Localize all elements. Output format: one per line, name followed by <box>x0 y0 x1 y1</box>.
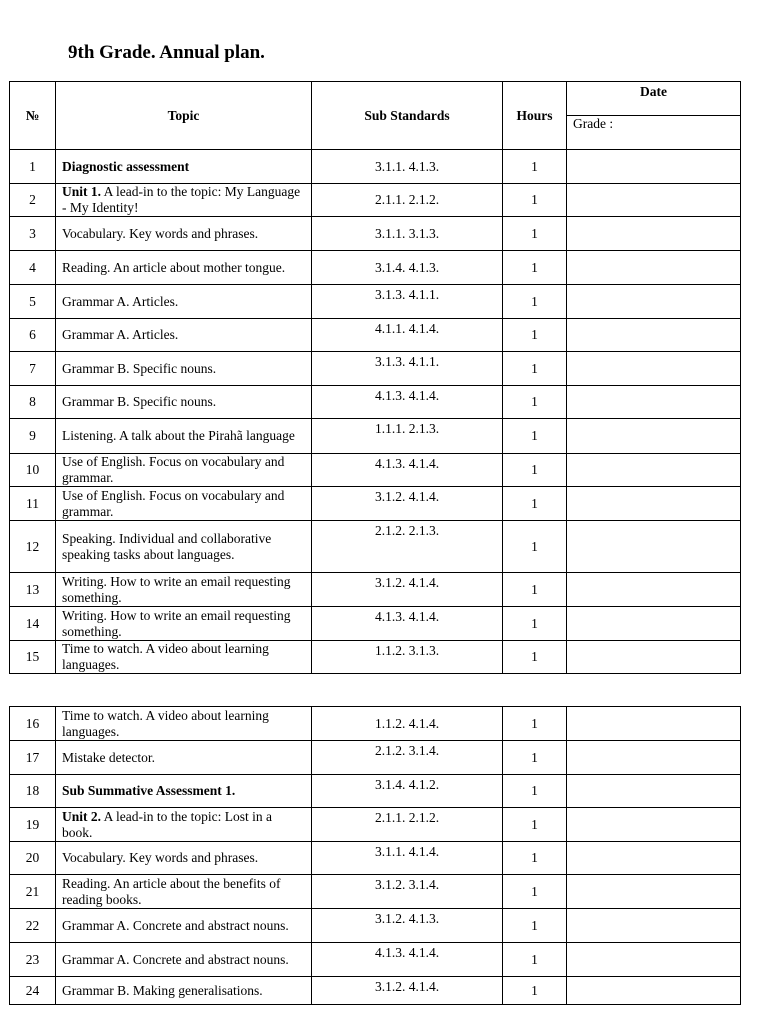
row-topic-text: A lead-in to the topic: Lost in a book. <box>62 808 272 840</box>
row-topic <box>56 573 312 607</box>
row-hours: 1 <box>503 487 567 521</box>
annual-plan-table-continued <box>9 706 741 1005</box>
row-topic <box>56 251 312 285</box>
table-row <box>10 607 741 641</box>
row-date <box>567 842 741 875</box>
row-topic-text: Time to watch. A video about learning languages. <box>62 707 269 739</box>
row-date <box>567 775 741 808</box>
table-row <box>10 319 741 352</box>
row-topic <box>56 842 312 875</box>
row-topic-text: Grammar A. Concrete and abstract nouns. <box>62 951 289 967</box>
row-topic <box>56 184 312 217</box>
row-topic-text: Listening. A talk about the Pirahã language <box>62 428 295 443</box>
row-date <box>567 808 741 842</box>
row-sub-standards: 4.1.3. 4.1.4. <box>312 607 503 641</box>
row-number: 19 <box>10 808 56 842</box>
row-number: 2 <box>10 184 56 217</box>
row-number: 6 <box>10 319 56 352</box>
row-number: 3 <box>10 217 56 251</box>
row-sub-standards: 3.1.3. 4.1.1. <box>312 352 503 386</box>
row-sub-standards: 3.1.2. 4.1.4. <box>312 573 503 607</box>
row-topic-text: Grammar A. Articles. <box>62 327 179 342</box>
table-row <box>10 487 741 521</box>
row-hours: 1 <box>503 607 567 641</box>
row-hours: 1 <box>503 352 567 386</box>
row-topic-bold: Unit 1. <box>62 184 102 199</box>
row-date <box>567 487 741 521</box>
row-sub-standards: 1.1.1. 2.1.3. <box>312 419 503 454</box>
row-topic <box>56 875 312 909</box>
row-hours: 1 <box>503 419 567 454</box>
row-topic-text: Writing. How to write an email requesting something. <box>62 607 291 639</box>
row-date <box>567 319 741 352</box>
row-sub-standards: 1.1.2. 3.1.3. <box>312 641 503 674</box>
row-sub-standards: 3.1.1. 3.1.3. <box>312 217 503 251</box>
row-sub-standards: 4.1.3. 4.1.4. <box>312 454 503 487</box>
row-number: 7 <box>10 352 56 386</box>
row-topic <box>56 775 312 808</box>
row-number: 24 <box>10 977 56 1005</box>
row-date <box>567 977 741 1005</box>
row-topic <box>56 487 312 521</box>
row-topic <box>56 521 312 573</box>
row-number: 10 <box>10 454 56 487</box>
row-hours: 1 <box>503 909 567 943</box>
row-hours: 1 <box>503 741 567 775</box>
row-topic <box>56 808 312 842</box>
row-topic-text: Use of English. Focus on vocabulary and grammar. <box>62 454 285 485</box>
annual-plan-table <box>9 81 741 674</box>
row-topic-text: Writing. How to write an email requesting something. <box>62 573 291 605</box>
row-topic-text: Time to watch. A video about learning languages. <box>62 641 269 672</box>
row-hours: 1 <box>503 808 567 842</box>
table-row <box>10 707 741 741</box>
row-date <box>567 454 741 487</box>
header-topic: Topic <box>56 82 312 150</box>
row-sub-standards: 4.1.3. 4.1.4. <box>312 386 503 419</box>
row-topic <box>56 741 312 775</box>
row-sub-standards: 3.1.4. 4.1.3. <box>312 251 503 285</box>
row-topic-text: Grammar A. Articles. <box>62 293 179 309</box>
row-number: 9 <box>10 419 56 454</box>
row-sub-standards: 4.1.1. 4.1.4. <box>312 319 503 352</box>
row-date <box>567 741 741 775</box>
table-row <box>10 285 741 319</box>
row-sub-standards: 3.1.2. 4.1.3. <box>312 909 503 943</box>
row-number: 4 <box>10 251 56 285</box>
row-sub-standards: 3.1.2. 4.1.4. <box>312 977 503 1005</box>
row-date <box>567 573 741 607</box>
row-topic <box>56 454 312 487</box>
row-topic-bold: Diagnostic assessment <box>62 158 190 174</box>
table-row <box>10 217 741 251</box>
row-date <box>567 909 741 943</box>
row-number: 1 <box>10 150 56 184</box>
table-row <box>10 251 741 285</box>
row-number: 14 <box>10 607 56 641</box>
row-number: 15 <box>10 641 56 674</box>
row-sub-standards: 2.1.2. 2.1.3. <box>312 521 503 573</box>
table-row <box>10 909 741 943</box>
row-number: 8 <box>10 386 56 419</box>
row-date <box>567 217 741 251</box>
table-row <box>10 521 741 573</box>
row-topic-text: Mistake detector. <box>62 749 155 765</box>
row-topic <box>56 386 312 419</box>
table-row <box>10 943 741 977</box>
row-sub-standards: 4.1.3. 4.1.4. <box>312 943 503 977</box>
row-date <box>567 707 741 741</box>
row-sub-standards: 2.1.1. 2.1.2. <box>312 184 503 217</box>
row-hours: 1 <box>503 217 567 251</box>
table-row <box>10 775 741 808</box>
row-topic <box>56 319 312 352</box>
row-topic-text: Speaking. Individual and collaborative speaking tasks about languages. <box>62 530 272 562</box>
row-number: 18 <box>10 775 56 808</box>
row-date <box>567 352 741 386</box>
row-hours: 1 <box>503 775 567 808</box>
row-topic-text: Use of English. Focus on vocabulary and grammar. <box>62 487 285 519</box>
row-hours: 1 <box>503 521 567 573</box>
row-hours: 1 <box>503 573 567 607</box>
row-date <box>567 607 741 641</box>
row-hours: 1 <box>503 707 567 741</box>
row-hours: 1 <box>503 184 567 217</box>
page-title: 9th Grade. Annual plan. <box>68 42 265 63</box>
row-topic <box>56 909 312 943</box>
row-date <box>567 285 741 319</box>
row-date <box>567 386 741 419</box>
row-number: 13 <box>10 573 56 607</box>
row-hours: 1 <box>503 842 567 875</box>
table-row <box>10 454 741 487</box>
row-topic-text: Reading. An article about the benefits of reading books. <box>62 875 281 907</box>
row-number: 20 <box>10 842 56 875</box>
row-number: 12 <box>10 521 56 573</box>
row-hours: 1 <box>503 251 567 285</box>
row-number: 23 <box>10 943 56 977</box>
header-date: Date <box>567 82 741 116</box>
table-row <box>10 352 741 386</box>
row-sub-standards: 3.1.3. 4.1.1. <box>312 285 503 319</box>
row-hours: 1 <box>503 875 567 909</box>
table-body-page-2 <box>10 707 741 1005</box>
row-date <box>567 150 741 184</box>
row-hours: 1 <box>503 454 567 487</box>
row-hours: 1 <box>503 319 567 352</box>
row-sub-standards: 2.1.1. 2.1.2. <box>312 808 503 842</box>
row-hours: 1 <box>503 943 567 977</box>
table-row <box>10 419 741 454</box>
row-sub-standards: 2.1.2. 3.1.4. <box>312 741 503 775</box>
row-number: 22 <box>10 909 56 943</box>
row-topic <box>56 352 312 386</box>
row-topic <box>56 285 312 319</box>
row-sub-standards: 3.1.1. 4.1.3. <box>312 150 503 184</box>
row-sub-standards: 3.1.2. 4.1.4. <box>312 487 503 521</box>
row-hours: 1 <box>503 285 567 319</box>
row-topic <box>56 607 312 641</box>
row-date <box>567 641 741 674</box>
row-topic <box>56 217 312 251</box>
row-topic-text: A lead-in to the topic: My Language - My Identity! <box>62 184 301 215</box>
row-topic-text: Grammar A. Concrete and abstract nouns. <box>62 917 289 933</box>
header-sub-standards: Sub Standards <box>312 82 503 150</box>
row-date <box>567 943 741 977</box>
header-hours: Hours <box>503 82 567 150</box>
row-topic-bold: Sub Summative Assessment 1. <box>62 783 236 798</box>
table-row <box>10 150 741 184</box>
table-row <box>10 573 741 607</box>
table-row <box>10 808 741 842</box>
table-row <box>10 641 741 674</box>
row-topic-text: Reading. An article about mother tongue. <box>62 259 286 275</box>
row-hours: 1 <box>503 150 567 184</box>
row-topic-text: Grammar B. Specific nouns. <box>62 360 217 376</box>
table-body-page-1 <box>10 150 741 674</box>
row-topic <box>56 707 312 741</box>
row-topic-text: Vocabulary. Key words and phrases. <box>62 850 259 865</box>
row-sub-standards: 3.1.1. 4.1.4. <box>312 842 503 875</box>
row-date <box>567 521 741 573</box>
row-date <box>567 251 741 285</box>
row-topic-text: Grammar B. Specific nouns. <box>62 394 217 409</box>
table-row <box>10 741 741 775</box>
row-sub-standards: 1.1.2. 4.1.4. <box>312 707 503 741</box>
row-sub-standards: 3.1.2. 3.1.4. <box>312 875 503 909</box>
row-number: 17 <box>10 741 56 775</box>
table-row <box>10 842 741 875</box>
header-number: № <box>10 82 56 150</box>
row-topic-text: Grammar B. Making generalisations. <box>62 982 263 998</box>
row-topic <box>56 943 312 977</box>
row-hours: 1 <box>503 386 567 419</box>
table-row <box>10 875 741 909</box>
row-topic-bold: Unit 2. <box>62 808 102 824</box>
row-topic-text: Vocabulary. Key words and phrases. <box>62 225 259 241</box>
row-topic <box>56 150 312 184</box>
row-number: 11 <box>10 487 56 521</box>
table-row <box>10 386 741 419</box>
row-date <box>567 875 741 909</box>
row-sub-standards: 3.1.4. 4.1.2. <box>312 775 503 808</box>
row-number: 21 <box>10 875 56 909</box>
row-topic <box>56 419 312 454</box>
row-date <box>567 419 741 454</box>
table-row <box>10 977 741 1005</box>
row-topic <box>56 977 312 1005</box>
header-grade: Grade : <box>567 116 741 150</box>
row-number: 5 <box>10 285 56 319</box>
row-date <box>567 184 741 217</box>
table-row <box>10 184 741 217</box>
row-number: 16 <box>10 707 56 741</box>
row-hours: 1 <box>503 641 567 674</box>
row-topic <box>56 641 312 674</box>
row-hours: 1 <box>503 977 567 1005</box>
